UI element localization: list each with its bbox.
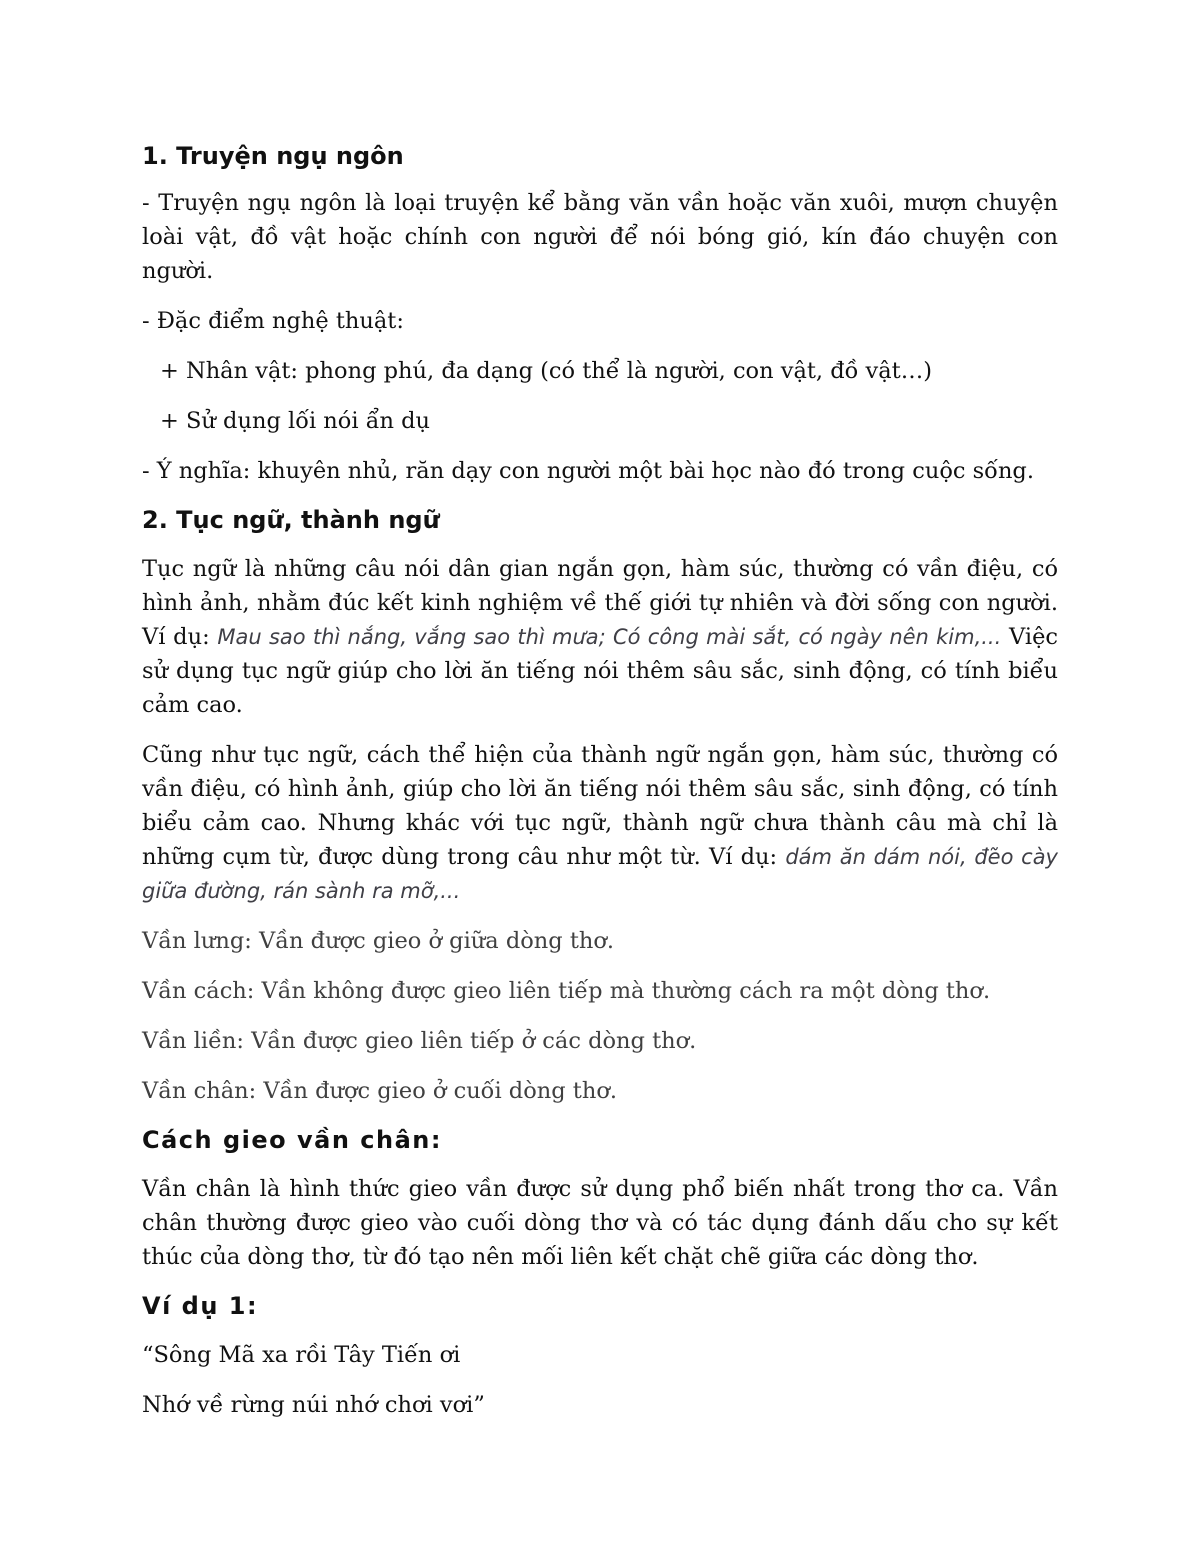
rhyme-van-lung: Vần lưng: Vần được gieo ở giữa dòng thơ. bbox=[142, 928, 615, 954]
section-2-heading: 2. Tục ngữ, thành ngữ bbox=[142, 506, 440, 534]
poem-line-1: “Sông Mã xa rồi Tây Tiến ơi bbox=[142, 1342, 461, 1368]
document-page bbox=[142, 138, 1058, 1422]
example-1-heading: Ví dụ 1: bbox=[142, 1292, 259, 1320]
proverb-tail: Việc sử dụng tục ngữ giúp cho lời ăn tiếng nói thêm sâu sắc, sinh động, có tính biểu cảm cao. bbox=[142, 624, 1058, 718]
feature-metaphor: + Sử dụng lối nói ẩn dụ bbox=[160, 408, 431, 434]
section-1-heading: 1. Truyện ngụ ngôn bbox=[142, 142, 404, 170]
proverb-example: Mau sao thì nắng, vắng sao thì mưa; Có công mài sắt, có ngày nên kim,... bbox=[217, 625, 1002, 649]
feature-characters: + Nhân vật: phong phú, đa dạng (có thể là người, con vật, đồ vật…) bbox=[160, 358, 932, 384]
section-3-paragraph: Vần chân là hình thức gieo vần được sử dụng phổ biến nhất trong thơ ca. Vần chân thường được gieo vào cuối dòng thơ và có tác dụng đánh dấu cho sự kết thúc của dòng thơ, từ đó tạo nên mối liên kết chặt chẽ giữa các dòng thơ. bbox=[142, 1176, 1058, 1270]
section-1-definition: - Truyện ngụ ngôn là loại truyện kể bằng văn vần hoặc văn xuôi, mượn chuyện loài vật, đồ vật hoặc chính con người để nói bóng gió, kín đáo chuyện con người. bbox=[142, 190, 1058, 284]
proverb-paragraph bbox=[142, 552, 1058, 722]
idiom-paragraph bbox=[142, 738, 1058, 908]
rhyme-van-cach: Vần cách: Vần không được gieo liên tiếp mà thường cách ra một dòng thơ. bbox=[142, 978, 991, 1004]
rhyme-van-chan: Vần chân: Vần được gieo ở cuối dòng thơ. bbox=[142, 1078, 618, 1104]
proverb-text: Tục ngữ là những câu nói dân gian ngắn gọn, hàm súc, thường có vần điệu, có hình ảnh, nhằm đúc kết kinh nghiệm về thế giới tự nhiên và đời sống con người. Ví dụ: bbox=[142, 556, 1058, 650]
features-label: - Đặc điểm nghệ thuật: bbox=[142, 308, 404, 334]
rhyme-van-lien: Vần liền: Vần được gieo liên tiếp ở các dòng thơ. bbox=[142, 1028, 697, 1054]
section-1-meaning: - Ý nghĩa: khuyên nhủ, răn dạy con người một bài học nào đó trong cuộc sống. bbox=[142, 458, 1034, 484]
idiom-text: Cũng như tục ngữ, cách thể hiện của thành ngữ ngắn gọn, hàm súc, thường có vần điệu, có hình ảnh, giúp cho lời ăn tiếng nói thêm sâu sắc, sinh động, có tính biểu cảm cao. Nhưng khác với tục ngữ, thành ngữ chưa thành câu mà chỉ là những cụm từ, được dùng trong câu như một từ. Ví dụ: bbox=[142, 742, 1058, 870]
section-3-heading: Cách gieo vần chân: bbox=[142, 1126, 442, 1154]
idiom-example: dám ăn dám nói, đẽo cày giữa đường, rán sành ra mỡ,... bbox=[142, 845, 1058, 903]
poem-line-2: Nhớ về rừng núi nhớ chơi vơi” bbox=[142, 1392, 485, 1418]
